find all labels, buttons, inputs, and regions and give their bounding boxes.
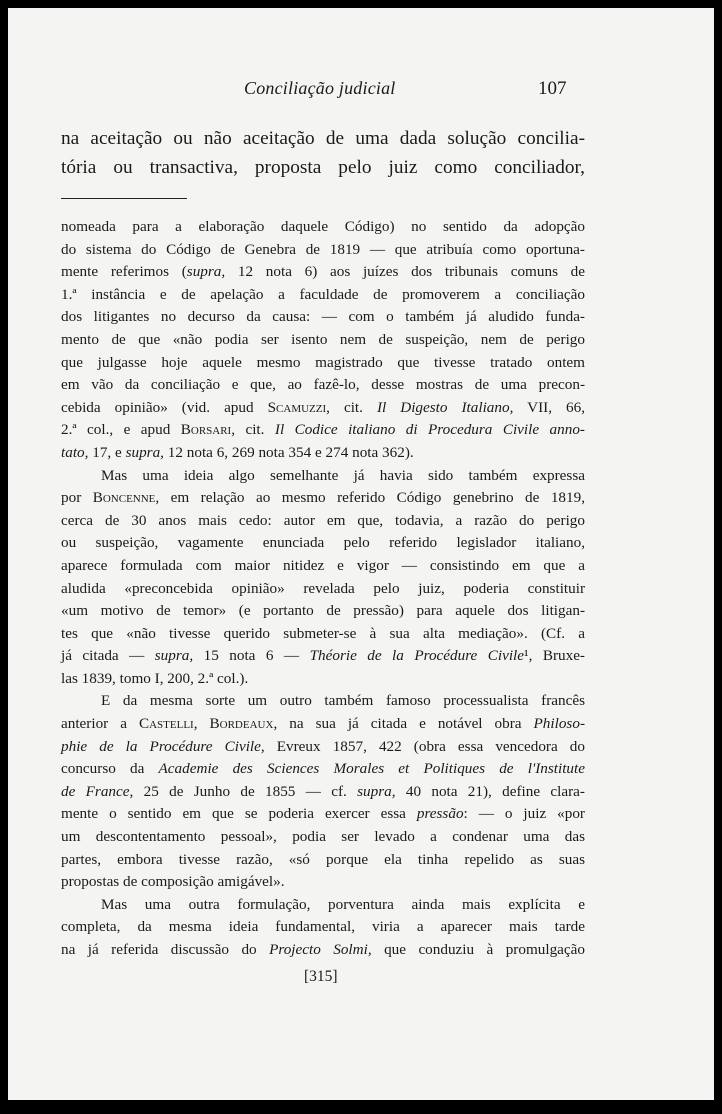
footnote-line: propostas de composição amigável». bbox=[61, 873, 285, 891]
footnote-line: aludida «preconcebida opinião» revelada pelo juiz, poderia constituir bbox=[61, 579, 585, 597]
running-head bbox=[8, 78, 714, 102]
footnote-line: E da mesma sorte um outro também famoso processualista francês bbox=[101, 692, 585, 710]
footnote-line: «um motivo de temor» (e portanto de pressão) para aquele dos litigan- bbox=[61, 602, 585, 620]
footnote-line: Mas uma outra formulação, porventura ainda mais explícita e bbox=[101, 895, 585, 913]
footnote-line: completa, da mesma ideia fundamental, viria a aparecer mais tarde bbox=[61, 918, 585, 936]
footnote-line: concurso da Academie des Sciences Morales et Politiques de l'Institute bbox=[61, 760, 585, 778]
footnote-line: tes que «não tivesse querido submeter-se à sua alta mediação». (Cf. a bbox=[61, 624, 585, 642]
main-text-line: tória ou transactiva, proposta pelo juiz como conciliador, bbox=[61, 157, 585, 178]
footnote-line: mente o sentido em que se poderia exercer essa pressão: — o juiz «por bbox=[61, 805, 585, 823]
book-page bbox=[8, 8, 714, 1100]
footnote-line: dos litigantes no decurso da causa: — com o também já aludido funda- bbox=[61, 308, 585, 326]
footnote-line: Mas uma ideia algo semelhante já havia sido também expressa bbox=[101, 466, 585, 484]
footnote-line: cerca de 30 anos mais cedo: autor em que, todavia, a razão do perigo bbox=[61, 511, 585, 529]
footnote-line: cebida opinião» (vid. apud Scamuzzi, cit. Il Digesto Italiano, VII, 66, bbox=[61, 398, 585, 416]
footnote-line: ou suspeição, vagamente enunciada pelo referido legislador italiano, bbox=[61, 534, 585, 552]
footnote-line: partes, embora tivesse razão, «só porque ela tinha repelido as suas bbox=[61, 850, 585, 868]
footnote-line: mente referimos (supra, 12 nota 6) aos juízes dos tribunais comuns de bbox=[61, 263, 586, 281]
footnote-line: de France, 25 de Junho de 1855 — cf. supra, 40 nota 21), define clara- bbox=[61, 782, 585, 800]
footnote-paragraph-4 bbox=[61, 894, 585, 962]
footnote-line: phie de la Procédure Civile, Evreux 1857, 422 (obra essa vencedora do bbox=[61, 737, 585, 755]
folio-number: [315] bbox=[304, 968, 338, 985]
running-title: Conciliação judicial bbox=[244, 78, 396, 98]
page-number: 107 bbox=[538, 78, 567, 99]
footnote-line: na já referida discussão do Projecto Solmi, que conduziu à promulgação bbox=[61, 941, 585, 958]
footnote-line: aparece formulada com maior nitidez e vigor — consistindo em que a bbox=[61, 556, 585, 574]
footnote-line: las 1839, tomo I, 200, 2.ª col.). bbox=[61, 669, 249, 687]
footnote-line: tato, 17, e supra, 12 nota 6, 269 nota 354 e 274 nota 362). bbox=[61, 443, 414, 461]
footnote-line: anterior a Castelli, Bordeaux, na sua já citada e notável obra Philoso- bbox=[61, 715, 585, 733]
footnote-paragraph-3 bbox=[61, 690, 585, 893]
footnote-line: 2.ª col., e apud Borsari, cit. Il Codice italiano di Procedura Civile anno- bbox=[61, 421, 585, 439]
footnote-line: do sistema do Código de Genebra de 1819 — que atribuía como oportuna- bbox=[61, 240, 585, 258]
footnote-line: nomeada para a elaboração daquele Código) no sentido da adopção bbox=[61, 218, 585, 235]
footnote-line: que julgasse hoje aquele mesmo magistrado que tivesse tratado ontem bbox=[61, 353, 585, 371]
main-text bbox=[61, 124, 585, 182]
footnote bbox=[61, 216, 585, 962]
footnote-line: mento de que «não podia ser isento nem de suspeição, nem de perigo bbox=[61, 330, 585, 348]
footnote-line: um descontentamento pessoal», podia ser levado a condenar uma das bbox=[61, 828, 585, 846]
footnote-paragraph-1 bbox=[61, 216, 585, 465]
footnote-line: em vão da conciliação e que, ao fazê-lo, desse mostras de uma precon- bbox=[61, 376, 585, 394]
footnote-divider bbox=[61, 198, 187, 199]
footnote-line: já citada — supra, 15 nota 6 — Théorie de la Procédure Civile¹, Bruxe- bbox=[61, 647, 585, 665]
main-text-line: na aceitação ou não aceitação de uma dada solução concilia- bbox=[61, 128, 585, 149]
footnote-paragraph-2 bbox=[61, 465, 585, 691]
footnote-line: por Boncenne, em relação ao mesmo referido Código genebrino de 1819, bbox=[61, 489, 585, 507]
footnote-line: 1.ª instância e de apelação a faculdade de promoverem a conciliação bbox=[61, 285, 585, 303]
